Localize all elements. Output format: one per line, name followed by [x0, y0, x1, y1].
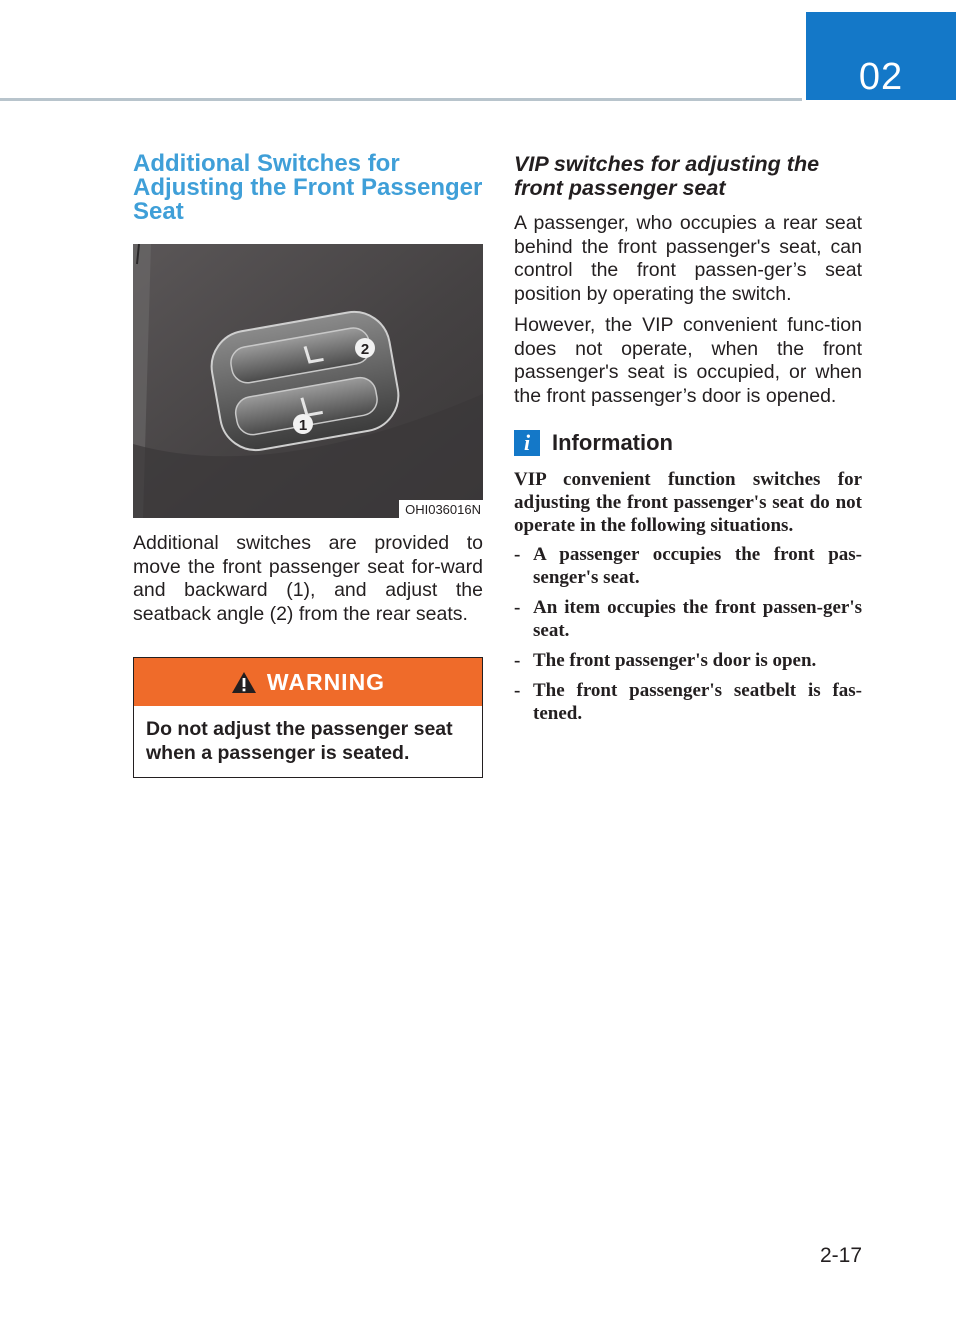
right-column — [514, 152, 862, 732]
list-item: - The front passenger's seatbelt is fas-tened. — [514, 680, 862, 724]
vip-subtitle: VIP switches for adjusting the front passenger seat — [514, 152, 820, 200]
callout-2 — [355, 338, 375, 358]
figure-code: OHI036016N — [399, 500, 483, 518]
page-number: 2-17 — [819, 1244, 862, 1267]
seat-switch-illustration — [133, 244, 483, 518]
list-item: - The front passenger's door is open. — [514, 650, 817, 671]
section-title: Additional Switches for Adjusting the Front Passenger Seat — [133, 150, 483, 225]
warning-header — [134, 658, 482, 706]
information-title: Information — [552, 430, 673, 455]
warning-text: Do not adjust the passenger seat when a passenger is seated. — [146, 718, 453, 764]
left-column — [133, 152, 483, 778]
svg-text:2: 2 — [360, 341, 370, 358]
chapter-tab — [806, 12, 956, 100]
vip-paragraph-2: However, the VIP convenient func-tion does not operate, when the front passenger's seat is occupied, or when the front passenger’s door is opened. — [514, 314, 862, 407]
information-lead: VIP convenient function switches for adjusting the front passenger's seat do not operate in the following situations. — [514, 469, 862, 536]
information-list — [514, 543, 862, 725]
warning-triangle-icon — [231, 671, 257, 694]
information-header — [514, 428, 862, 458]
seat-switch-photo — [133, 244, 483, 518]
callout-1 — [293, 414, 313, 434]
header-rule — [0, 98, 802, 101]
switch-description: Additional switches are provided to move the front passenger seat for-ward and backward (1), and adjust the seatback angle (2) from the rear seats. — [133, 532, 483, 625]
list-item: - A passenger occupies the front pas-senger's seat. — [514, 544, 862, 588]
svg-text:1: 1 — [298, 417, 308, 434]
chapter-number: 02 — [858, 56, 904, 98]
info-icon: i — [514, 430, 540, 456]
warning-label: WARNING — [266, 668, 386, 695]
warning-box — [133, 657, 483, 778]
list-item: - An item occupies the front passen-ger's seat. — [514, 597, 862, 641]
vip-paragraph-1: A passenger, who occupies a rear seat behind the front passenger's seat, can control the front passen-ger’s seat position by operating the switch. — [514, 212, 862, 305]
